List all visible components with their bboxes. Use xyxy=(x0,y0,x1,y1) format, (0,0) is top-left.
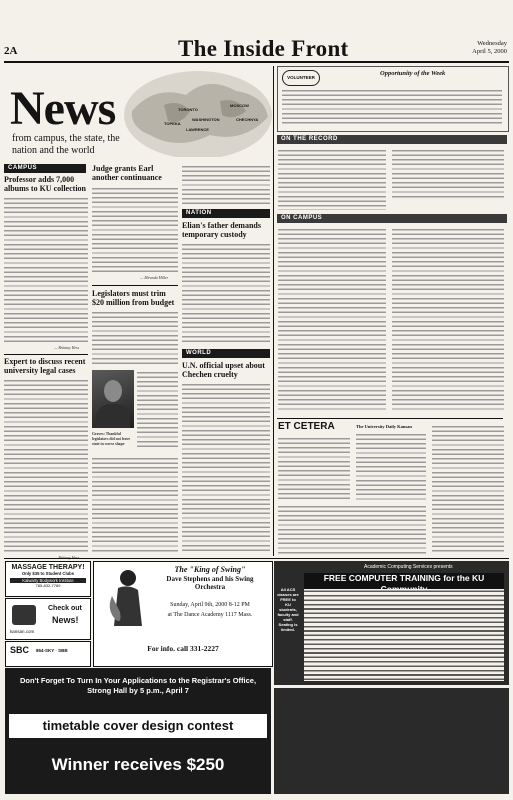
masthead-title: The Inside Front xyxy=(178,36,349,61)
on-record-bar: ON THE RECORD xyxy=(277,135,507,144)
academic-top: Academic Computing Services presents xyxy=(364,564,453,570)
massage-title: MASSAGE THERAPY! xyxy=(11,564,85,571)
photo-caption xyxy=(92,432,136,447)
campus-byline-1: — Brittany Hess xyxy=(54,346,80,350)
on-campus-text-left xyxy=(278,227,386,413)
news-banner xyxy=(4,63,272,159)
column-rule xyxy=(273,66,274,556)
masthead-date xyxy=(472,40,507,56)
campus-divider xyxy=(4,354,88,355)
swing-venue: at The Dance Academy 1117 Mass. xyxy=(167,612,253,618)
massage-line1: Only $35 to Student Clubs xyxy=(21,571,75,576)
et-cetera-title: ET CETERA xyxy=(278,421,335,432)
map-label-moscow: MOSCOW xyxy=(230,103,249,108)
timetable-line3: Winner receives $250 xyxy=(51,755,225,774)
massage-phone: 785-832-7789 xyxy=(35,583,61,588)
academic-computing-ad[interactable] xyxy=(274,561,509,685)
bottom-filler xyxy=(274,688,509,794)
map-label-chechnya: CHECHNYA xyxy=(236,117,259,122)
academic-title: FREE COMPUTER TRAINING for the KU xyxy=(304,573,504,595)
campus-headline-1: Professor adds 7,000 albums to KU collection xyxy=(4,175,86,193)
col2-divider xyxy=(92,285,178,286)
on-campus-bar: ON CAMPUS xyxy=(277,214,507,223)
campus-story-2-text xyxy=(4,378,88,554)
world-map-graphic xyxy=(124,65,272,157)
kansan-logo-icon xyxy=(12,605,36,625)
masthead-weekday: Wednesday xyxy=(477,40,507,47)
graves-photo xyxy=(92,370,134,428)
swing-info: For info. call 331-2227 xyxy=(147,644,219,653)
swing-ad[interactable] xyxy=(93,561,273,667)
massage-ad[interactable] xyxy=(5,561,91,597)
col2-story-1-text xyxy=(92,186,178,274)
et-cetera-text-4 xyxy=(278,504,426,554)
world-headline: U.N. official upset about Chechen cruelty xyxy=(182,361,265,379)
opportunity-title: Opportunity of the Week xyxy=(380,70,446,77)
saxophone-player-icon xyxy=(98,566,150,638)
et-cetera-text-2 xyxy=(356,432,426,500)
map-label-washington: WASHINGTON xyxy=(192,117,220,122)
col2-story-2-text xyxy=(92,310,178,366)
on-record-text-left xyxy=(278,148,386,210)
campus-section-bar: CAMPUS xyxy=(4,164,86,173)
kansan-ad-text-1: Check out xyxy=(48,605,82,612)
opportunity-text xyxy=(282,88,502,126)
news-subtitle: from campus, the state, the nation and the world xyxy=(12,133,120,156)
campus-story-1-text xyxy=(4,196,88,344)
map-label-toronto: TORONTO xyxy=(178,107,198,112)
col2-story-2-text-b xyxy=(137,370,178,450)
col2-headline-2: Legislators must trim $20 million from budget xyxy=(92,289,175,307)
kansan-url: kansan.com xyxy=(10,629,35,634)
sbc-phone: 864-SKY · SBB xyxy=(36,648,68,653)
volunteer-logo xyxy=(282,70,320,86)
campus-headline-2: Expert to discuss recent university legal cases xyxy=(4,357,86,375)
nation-story-text xyxy=(182,242,270,344)
timetable-line1: Don't Forget To Turn In Your Applications to the Registrar's Office, Strong Hall by 5 p.m., April 7 xyxy=(19,676,257,695)
kansan-head: The University Daily Kansan xyxy=(356,424,412,429)
nation-headline: Elian's father demands temporary custody xyxy=(182,221,261,239)
swing-date: Sunday, April 9th, 2000 8-12 PM xyxy=(170,602,250,608)
academic-side: All ACS classes are FREE to KU students, faculty and staff. Seating is limited. xyxy=(277,587,299,632)
ads-top-rule xyxy=(4,558,509,559)
academic-schedule xyxy=(304,589,504,681)
timetable-ad[interactable] xyxy=(5,668,271,794)
et-cetera-text-3 xyxy=(432,424,504,554)
volunteer-logo-text: VOLUNTEER xyxy=(287,75,315,80)
col2-headline-1: Judge grants Earl another continuance xyxy=(92,164,162,182)
col3-top-text xyxy=(182,164,270,204)
photo-caption-text: Graves: Thankful legislators did not leave state in worse shape xyxy=(92,432,131,446)
on-record-text-right xyxy=(392,148,504,198)
nation-section-bar: NATION xyxy=(182,209,270,218)
world-section-bar: WORLD xyxy=(182,349,270,358)
on-campus-text-right xyxy=(392,227,504,413)
kansan-ad-text-2: News! xyxy=(52,615,79,625)
sbc-logo: SBC xyxy=(10,645,30,655)
map-label-topeka: TOPEKA xyxy=(164,121,181,126)
swing-sub: Dave Stephens and his Swing Orchestra xyxy=(166,575,254,591)
et-cetera-rule xyxy=(277,418,503,419)
masthead-date-text: April 5, 2000 xyxy=(472,48,507,55)
kansan-ad[interactable] xyxy=(5,598,91,640)
et-cetera-text-1 xyxy=(278,436,350,500)
massage-line2: Kalwarty Bodywork Institute xyxy=(10,578,86,583)
world-story-text xyxy=(182,382,270,554)
swing-title: The "King of Swing" xyxy=(174,565,246,574)
sbc-ad[interactable] xyxy=(5,641,91,667)
news-title: News xyxy=(10,82,116,135)
col2-byline-1: — Miranda Miller xyxy=(140,276,169,280)
col2-story-2-text-c xyxy=(92,456,178,554)
timetable-line2: timetable cover design contest xyxy=(9,714,267,738)
page-number: 2A xyxy=(4,45,18,57)
map-label-lawrence: LAWRENCE xyxy=(186,127,209,132)
